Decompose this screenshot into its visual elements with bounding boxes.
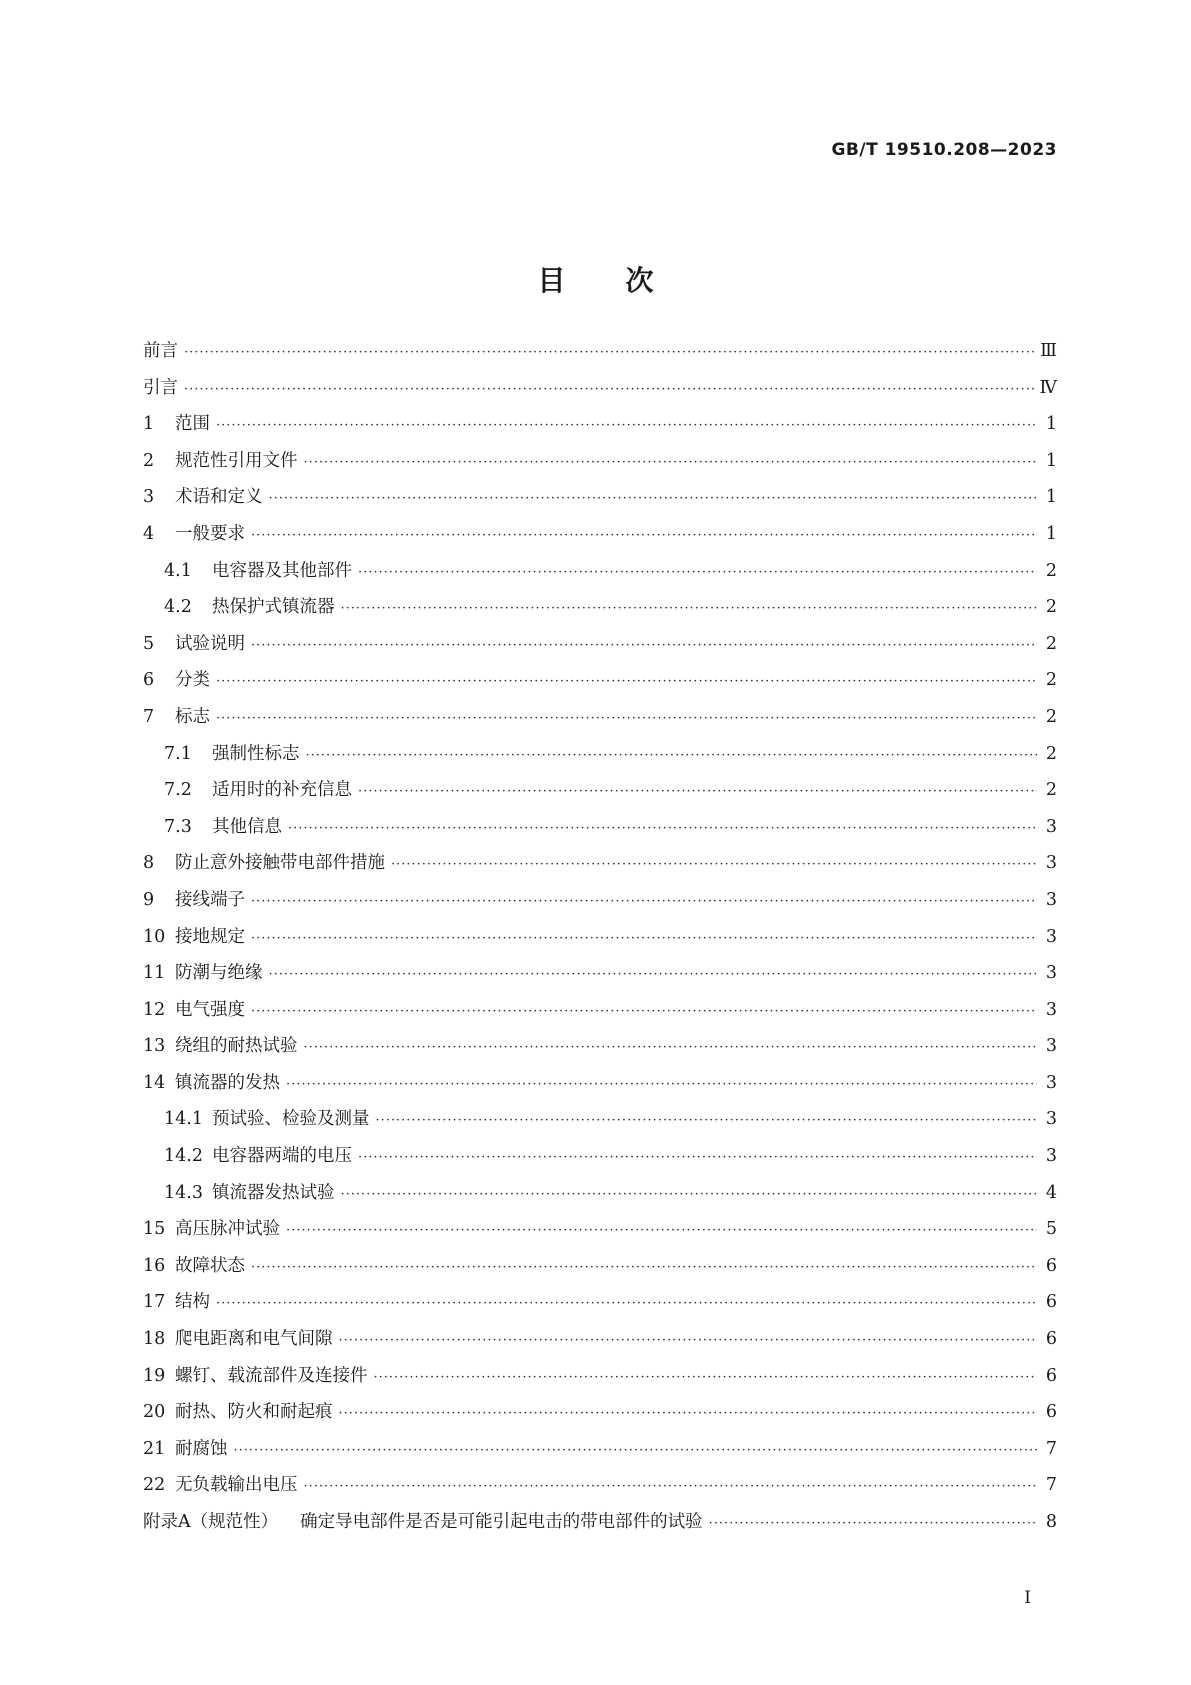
toc-entry-number: 21: [143, 1438, 166, 1459]
toc-entry[interactable]: [143, 1362, 1057, 1399]
toc-entry[interactable]: [143, 1142, 1057, 1179]
dot-leader: [709, 1516, 1037, 1531]
toc-entry[interactable]: [143, 1288, 1057, 1325]
toc-entry-title: 无负载输出电压: [175, 1475, 298, 1496]
toc-entry-title: 绕组的耐热试验: [175, 1036, 298, 1057]
toc-entry-title: 前言: [143, 341, 178, 361]
toc-entry-page: 3: [1045, 963, 1057, 984]
toc-entry-title: 电气强度: [175, 999, 245, 1020]
toc-entry-title: 其他信息: [212, 816, 282, 837]
toc-entry-page: Ⅳ: [1039, 377, 1057, 398]
toc-entry-number: 4.2: [164, 597, 192, 618]
toc-entry-page: 3: [1045, 999, 1057, 1020]
toc-entry-number: 18: [143, 1329, 166, 1350]
dot-leader: [304, 1479, 1038, 1494]
toc-entry-page: 2: [1045, 743, 1057, 764]
toc-entry-title: 预试验、检验及测量: [212, 1109, 370, 1130]
toc-entry-page: 3: [1045, 1109, 1057, 1130]
dot-leader: [251, 638, 1037, 653]
toc-entry-title: 爬电距离和电气间隙: [175, 1329, 333, 1350]
toc-entry[interactable]: [143, 1179, 1057, 1216]
table-of-contents: [143, 337, 1057, 1545]
toc-entry-page: 3: [1045, 926, 1057, 947]
toc-entry-page: 6: [1045, 1365, 1057, 1386]
toc-entry-title: 镇流器的发热: [175, 1072, 280, 1093]
toc-entry-title: 接线端子: [175, 889, 245, 910]
dot-leader: [358, 565, 1037, 580]
toc-entry-number: 2: [143, 450, 155, 471]
toc-entry-page: 1: [1045, 523, 1057, 544]
toc-entry[interactable]: [143, 776, 1057, 813]
toc-entry-page: 1: [1045, 450, 1057, 471]
dot-leader: [286, 1077, 1037, 1092]
dot-leader: [391, 857, 1037, 872]
toc-entry-title: 接地规定: [175, 926, 245, 947]
page-number: Ⅰ: [1024, 1588, 1031, 1608]
page-title: 目次: [537, 263, 714, 297]
toc-entry-number: 20: [143, 1402, 166, 1423]
toc-entry[interactable]: [143, 703, 1057, 740]
dot-leader: [251, 1260, 1037, 1275]
toc-entry-title: 高压脉冲试验: [175, 1219, 280, 1240]
toc-entry-number: 5: [143, 633, 155, 654]
toc-entry-number: 14: [143, 1072, 166, 1093]
dot-leader: [286, 1223, 1037, 1238]
toc-entry-number: 10: [143, 926, 166, 947]
toc-entry-title: 确定导电部件是否是可能引起电击的带电部件的试验: [300, 1512, 703, 1532]
toc-entry-page: 5: [1045, 1219, 1057, 1240]
toc-entry-title: 故障状态: [175, 1255, 245, 1276]
dot-leader: [288, 821, 1037, 836]
toc-entry[interactable]: [143, 996, 1057, 1033]
toc-entry-title: 螺钉、载流部件及连接件: [175, 1365, 368, 1386]
dot-leader: [216, 418, 1037, 433]
toc-entry[interactable]: [143, 483, 1057, 520]
toc-entry-number: 8: [143, 853, 155, 874]
toc-entry-title: 电容器两端的电压: [212, 1146, 352, 1167]
toc-entry-title: 规范性引用文件: [175, 450, 298, 471]
toc-entry-title: 镇流器发热试验: [212, 1182, 335, 1203]
toc-entry[interactable]: [143, 1398, 1057, 1435]
toc-entry-number: 4: [143, 523, 155, 544]
toc-entry-title: 引言: [143, 377, 178, 398]
toc-entry-page: 3: [1045, 1146, 1057, 1167]
toc-entry-title: 热保护式镇流器: [212, 597, 335, 618]
dot-leader: [358, 784, 1037, 799]
toc-entry[interactable]: [143, 740, 1057, 777]
dot-leader: [341, 1187, 1038, 1202]
toc-entry-page: 2: [1045, 560, 1057, 581]
toc-entry-page: 2: [1045, 633, 1057, 654]
dot-leader: [216, 674, 1037, 689]
toc-entry-page: 3: [1045, 816, 1057, 837]
toc-entry[interactable]: [143, 1471, 1057, 1508]
dot-leader: [341, 601, 1038, 616]
toc-entry[interactable]: [143, 923, 1057, 960]
dot-leader: [376, 1113, 1038, 1128]
toc-entry-page: 2: [1045, 706, 1057, 727]
toc-entry[interactable]: [143, 1252, 1057, 1289]
toc-entry-page: 1: [1045, 414, 1057, 435]
toc-entry-number: 17: [143, 1292, 166, 1313]
toc-entry[interactable]: [143, 1215, 1057, 1252]
toc-entry-number: 3: [143, 487, 155, 508]
dot-leader: [216, 1296, 1037, 1311]
toc-entry-title: 结构: [175, 1292, 210, 1313]
toc-entry-number: 11: [143, 963, 166, 984]
toc-entry-page: 2: [1045, 780, 1057, 801]
toc-entry-number: 6: [143, 670, 155, 691]
dot-leader: [269, 491, 1038, 506]
toc-entry-title: 耐腐蚀: [175, 1438, 228, 1459]
dot-leader: [184, 382, 1034, 397]
toc-entry-title: 防止意外接触带电部件措施: [175, 853, 385, 874]
toc-entry-number: 7.1: [164, 743, 192, 764]
toc-entry[interactable]: [143, 886, 1057, 923]
toc-entry-number: 附录A（规范性）: [143, 1512, 279, 1532]
dot-leader: [251, 1004, 1037, 1019]
toc-entry-number: 7: [143, 706, 155, 727]
toc-entry-page: 4: [1045, 1182, 1057, 1203]
toc-entry[interactable]: [143, 1069, 1057, 1106]
toc-entry-page: 7: [1045, 1475, 1057, 1496]
toc-entry-title: 术语和定义: [175, 487, 263, 508]
toc-entry-number: 12: [143, 999, 166, 1020]
toc-entry-page: 2: [1045, 670, 1057, 691]
toc-entry[interactable]: [143, 410, 1057, 447]
toc-entry[interactable]: [143, 959, 1057, 996]
toc-entry-title: 电容器及其他部件: [212, 560, 352, 581]
toc-entry-title: 一般要求: [175, 523, 245, 544]
toc-entry-title: 强制性标志: [212, 743, 300, 764]
toc-entry[interactable]: [143, 374, 1057, 411]
toc-entry-title: 耐热、防火和耐起痕: [175, 1402, 333, 1423]
dot-leader: [304, 1040, 1038, 1055]
toc-entry[interactable]: [143, 1508, 1057, 1545]
dot-leader: [306, 748, 1038, 763]
toc-entry-page: 7: [1045, 1438, 1057, 1459]
toc-entry-title: 范围: [175, 414, 210, 435]
toc-entry-page: Ⅲ: [1040, 341, 1057, 361]
toc-entry[interactable]: [143, 447, 1057, 484]
toc-entry[interactable]: [143, 813, 1057, 850]
toc-entry-number: 19: [143, 1365, 166, 1386]
standard-code: GB/T 19510.208—2023: [831, 140, 1057, 160]
toc-entry-page: 3: [1045, 889, 1057, 910]
toc-entry-title: 试验说明: [175, 633, 245, 654]
toc-entry-title: 适用时的补充信息: [212, 780, 352, 801]
toc-entry[interactable]: [143, 666, 1057, 703]
toc-entry-number: 14.1: [164, 1109, 203, 1130]
dot-leader: [339, 1406, 1038, 1421]
toc-entry-page: 3: [1045, 1072, 1057, 1093]
toc-entry-number: 22: [143, 1475, 166, 1496]
dot-leader: [216, 711, 1037, 726]
toc-entry-number: 9: [143, 889, 155, 910]
dot-leader: [304, 455, 1038, 470]
toc-entry[interactable]: [143, 849, 1057, 886]
toc-entry-title: 分类: [175, 670, 210, 691]
toc-entry-number: 4.1: [164, 560, 192, 581]
toc-entry-page: 1: [1045, 487, 1057, 508]
toc-entry-page: 3: [1045, 1036, 1057, 1057]
toc-entry-number: 13: [143, 1036, 166, 1057]
toc-entry-page: 6: [1045, 1292, 1057, 1313]
dot-leader: [234, 1443, 1038, 1458]
dot-leader: [251, 528, 1037, 543]
toc-entry-page: 6: [1045, 1255, 1057, 1276]
toc-entry[interactable]: [143, 630, 1057, 667]
dot-leader: [251, 894, 1037, 909]
toc-entry-title: 防潮与绝缘: [175, 963, 263, 984]
toc-entry-page: 3: [1045, 853, 1057, 874]
dot-leader: [339, 1333, 1038, 1348]
toc-entry-page: 2: [1045, 597, 1057, 618]
toc-entry-number: 14.2: [164, 1146, 203, 1167]
toc-entry-number: 14.3: [164, 1182, 203, 1203]
toc-entry-title: 标志: [175, 706, 210, 727]
toc-entry[interactable]: [143, 1435, 1057, 1472]
toc-entry-page: 6: [1045, 1329, 1057, 1350]
toc-entry[interactable]: [143, 1105, 1057, 1142]
toc-entry-page: 8: [1045, 1512, 1057, 1532]
toc-entry[interactable]: [143, 593, 1057, 630]
toc-entry[interactable]: [143, 1032, 1057, 1069]
toc-entry[interactable]: [143, 557, 1057, 594]
dot-leader: [269, 967, 1038, 982]
toc-entry-number: 15: [143, 1219, 166, 1240]
dot-leader: [374, 1370, 1038, 1385]
dot-leader: [358, 1150, 1037, 1165]
toc-entry-number: 1: [143, 414, 155, 435]
toc-entry-page: 6: [1045, 1402, 1057, 1423]
toc-entry[interactable]: [143, 337, 1057, 374]
dot-leader: [251, 931, 1037, 946]
dot-leader: [184, 345, 1034, 360]
toc-entry[interactable]: [143, 1325, 1057, 1362]
toc-entry[interactable]: [143, 520, 1057, 557]
toc-entry-number: 7.2: [164, 780, 192, 801]
toc-entry-number: 16: [143, 1255, 166, 1276]
toc-entry-number: 7.3: [164, 816, 192, 837]
